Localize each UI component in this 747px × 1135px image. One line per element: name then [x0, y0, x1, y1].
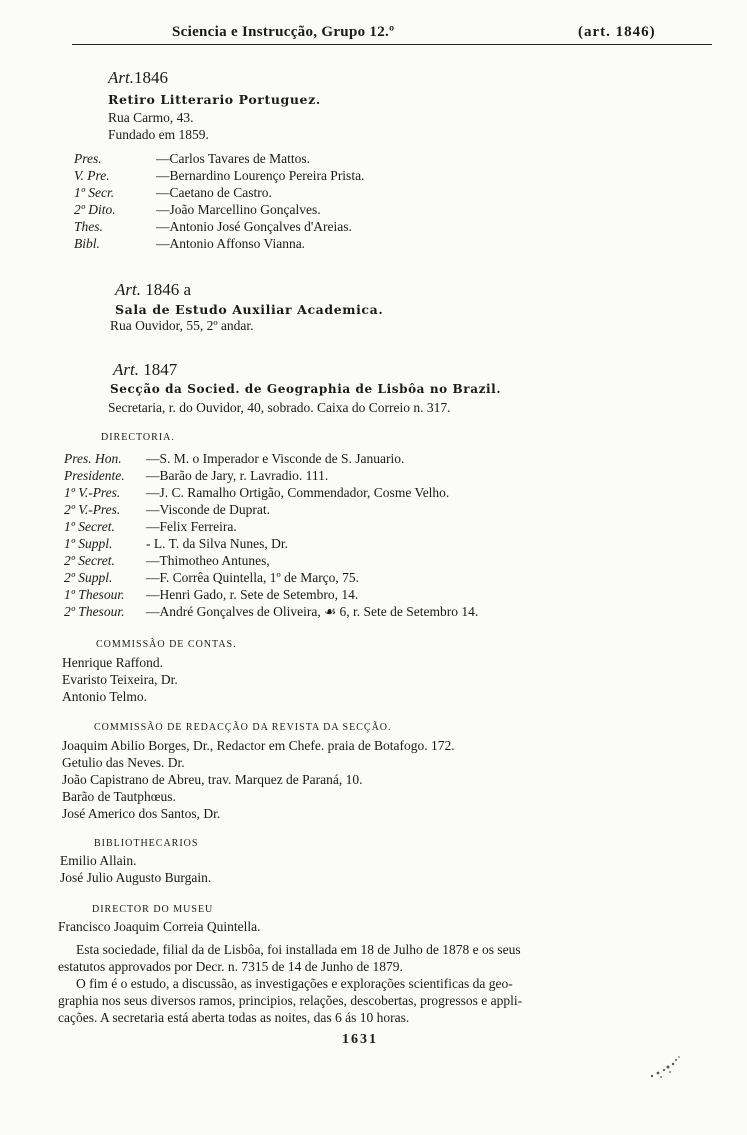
director-name: —J. C. Ramalho Ortigão, Commendador, Cosme Velho. [146, 485, 450, 500]
paragraph-line: estatutos approvados por Decr. n. 7315 de 14 de Junho de 1879. [58, 959, 403, 974]
director-name: —S. M. o Imperador e Visconde de S. Januario. [146, 451, 405, 466]
officer-name: —João Marcellino Gonçalves. [156, 202, 321, 217]
director-name: —Henri Gado, r. Sete de Setembro, 14. [146, 587, 359, 602]
article-label: Art. [115, 280, 141, 299]
member-name: Henrique Raffond. [62, 655, 163, 670]
director-role: 1º Suppl. [64, 536, 113, 551]
director-name: —Felix Ferreira. [146, 519, 237, 534]
officer-role: 1º Secr. [74, 185, 115, 200]
director-role: 1º Thesour. [64, 587, 125, 602]
section-heading-contas: COMMISSÃO DE CONTAS. [96, 639, 237, 650]
article-number: 1846 [133, 68, 168, 87]
officer-name: —Bernardino Lourenço Pereira Prista. [156, 168, 365, 183]
officer-role: V. Pre. [74, 168, 110, 183]
officer-role: Bibl. [74, 236, 100, 251]
paragraph-line: O fim é o estudo, a discussão, as investigações e explorações scientificas da geo- [76, 976, 513, 991]
institution-name: Retiro Litterario Portuguez. [108, 92, 321, 107]
paragraph-line: Esta sociedade, filial da de Lisbôa, foi installada em 18 de Julho de 1878 e os seus [76, 942, 521, 957]
paragraph-line: cações. A secretaria está aberta todas as noites, das 6 ás 10 horas. [58, 1010, 410, 1025]
director-name: —Thimotheo Antunes, [146, 553, 270, 568]
article-label: Art. [108, 68, 134, 87]
article-label: Art. [113, 360, 139, 379]
header-rule [72, 44, 712, 45]
section-heading-redaccao: COMMISSÃO DE REDACÇÃO DA REVISTA DA SECÇÃO. [94, 722, 392, 733]
running-header-article-ref: (art. 1846) [578, 24, 656, 40]
officer-role: Pres. [74, 151, 102, 166]
article-heading-1846a [115, 280, 191, 300]
section-heading-bibliothecarios: BIBLIOTHECARIOS [94, 838, 199, 849]
member-name: Francisco Joaquim Correia Quintella. [58, 919, 261, 934]
director-name: —Barão de Jary, r. Lavradio. 111. [146, 468, 329, 483]
director-role: Pres. Hon. [64, 451, 122, 466]
section-heading-museu: DIRECTOR DO MUSEU [92, 904, 214, 915]
director-name: —Visconde de Duprat. [146, 502, 271, 517]
director-name: —André Gonçalves de Oliveira, ☙ 6, r. Sete de Setembro 14. [146, 604, 479, 619]
article-heading-1846 [108, 68, 168, 88]
institution-name: Secção da Socied. de Geographia de Lisbôa no Brazil. [110, 382, 502, 396]
director-role: 1º Secret. [64, 519, 115, 534]
officer-role: Thes. [74, 219, 103, 234]
member-name: Joaquim Abilio Borges, Dr., Redactor em Chefe. praia de Botafogo. 172. [62, 738, 455, 753]
officer-name: —Antonio Affonso Vianna. [156, 236, 306, 251]
member-name: Getulio das Neves. Dr. [62, 755, 185, 770]
member-name: Emilio Allain. [60, 853, 137, 868]
director-name: - L. T. da Silva Nunes, Dr. [146, 536, 288, 551]
institution-address: Secretaria, r. do Ouvidor, 40, sobrado. Caixa do Correio n. 317. [108, 400, 451, 415]
article-heading-1847 [113, 360, 177, 380]
article-number: 1847 [143, 360, 178, 379]
institution-address: Rua Carmo, 43. [108, 110, 194, 125]
page-number: 1631 [342, 1032, 378, 1047]
director-role: 2º Thesour. [64, 604, 125, 619]
officer-name: —Caetano de Castro. [156, 185, 272, 200]
officer-role: 2º Dito. [74, 202, 116, 217]
institution-address: Rua Ouvidor, 55, 2º andar. [110, 318, 254, 333]
director-role: Presidente. [64, 468, 125, 483]
ink-smudge-mark [640, 1048, 690, 1088]
officer-name: —Antonio José Gonçalves d'Areias. [156, 219, 352, 234]
member-name: Barão de Tautphœus. [62, 789, 176, 804]
director-role: 2º Secret. [64, 553, 115, 568]
institution-founded: Fundado em 1859. [108, 127, 209, 142]
running-header-title: Sciencia e Instrucção, Grupo 12.º [172, 24, 395, 40]
institution-name: Sala de Estudo Auxiliar Academica. [115, 302, 384, 317]
member-name: José Julio Augusto Burgain. [60, 870, 212, 885]
officer-name: —Carlos Tavares de Mattos. [156, 151, 311, 166]
director-role: 2º V.-Pres. [64, 502, 121, 517]
section-heading-directoria: DIRECTORIA. [101, 432, 175, 443]
paragraph-line: graphia nos seus diversos ramos, principios, relações, descobertas, progressos e appli- [58, 993, 523, 1008]
member-name: Evaristo Teixeira, Dr. [62, 672, 178, 687]
director-name: —F. Corrêa Quintella, 1º de Março, 75. [146, 570, 360, 585]
member-name: José Americo dos Santos, Dr. [62, 806, 221, 821]
member-name: Antonio Telmo. [62, 689, 148, 704]
member-name: João Capistrano de Abreu, trav. Marquez de Paraná, 10. [62, 772, 363, 787]
director-role: 1º V.-Pres. [64, 485, 121, 500]
director-role: 2º Suppl. [64, 570, 113, 585]
article-number: 1846 a [145, 280, 192, 299]
